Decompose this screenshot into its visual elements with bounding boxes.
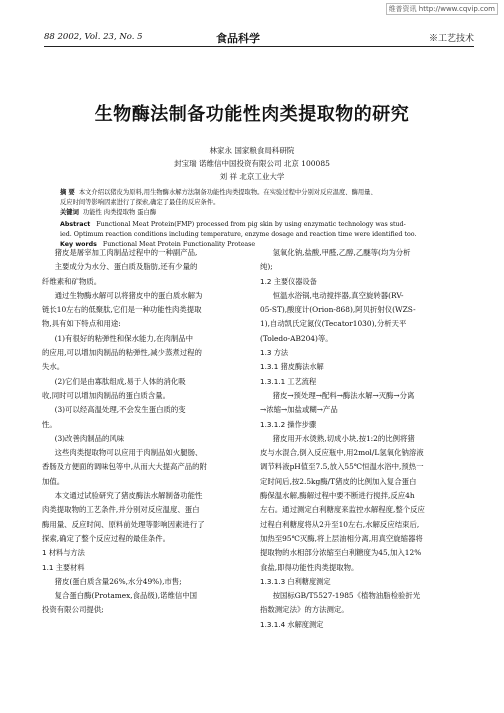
body-line: 猪皮是屠宰加工肉制品过程中的一种副产品, bbox=[54, 248, 198, 257]
body-line: 通过生物酶水解可以将猪皮中的蛋白质水解为 bbox=[54, 290, 203, 300]
body-line: 主要成分为水分、蛋白质及脂肪,还有少量的 bbox=[54, 262, 198, 272]
section-heading: 1.3.1.3 白利糖度测定 bbox=[260, 576, 331, 586]
body-line: 酶保温水解,酶解过程中要不断进行搅拌,反应4h bbox=[260, 491, 415, 501]
body-line: (2)它们是由寡肽组成,易于人体的消化吸 bbox=[54, 376, 186, 386]
body-line: (3)改善肉制品的风味 bbox=[54, 433, 125, 443]
body-line: 复合蛋白酶(Protamex,食品级),诺维信中国 bbox=[54, 591, 198, 601]
body-line: →浓缩→加盐或糊→产品 bbox=[260, 405, 338, 415]
body-line: 皮与水混合,倒入反应瓶中,用2mol/L氢氧化钠溶液 bbox=[260, 448, 424, 458]
body-line: 探索,确定了整个反应过程的最佳条件。 bbox=[42, 533, 170, 543]
author-line-1: 林家永 国家粮食局科研院 bbox=[209, 146, 295, 155]
body-line: 食盐,即得功能性肉类提取物。 bbox=[260, 562, 359, 572]
body-line: 纯); bbox=[260, 262, 273, 272]
keywords-en: Functional Meat Protein Functionality Protease bbox=[102, 241, 256, 248]
body-line: 酶用量、反应时间、原料前处理等影响因素进行了 bbox=[42, 519, 205, 529]
body-line: 的应用,可以增加肉制品的粘弹性,减少蒸煮过程的 bbox=[42, 348, 202, 358]
body-column-right bbox=[260, 246, 472, 632]
section-heading: 1.2 主要仪器设备 bbox=[260, 276, 317, 286]
body-line: 投资有限公司提供; bbox=[42, 605, 104, 615]
abstract-cn-label: 摘 要 bbox=[60, 189, 75, 196]
journal-issue: 88 2002, Vol. 23, No. 5 bbox=[44, 32, 143, 42]
section-heading: 1 材料与方法 bbox=[42, 548, 85, 558]
body-line: 加热至95℃灭酶,将上层油相分离,用真空旋缩器将 bbox=[260, 533, 423, 543]
keywords-cn: 功能性 肉类提取物 蛋白酶 bbox=[82, 209, 157, 216]
running-header bbox=[44, 30, 474, 47]
body-line: 性。 bbox=[42, 419, 57, 429]
body-line: 加值。 bbox=[42, 476, 65, 486]
keywords-cn-label: 关键词 bbox=[60, 209, 79, 216]
body-line: 指数测定法》的方法测定。 bbox=[260, 605, 349, 615]
keywords-en-label: Key words bbox=[60, 241, 97, 248]
body-line: 定时间后,按2.5kg酶/T猪皮的比例加入复合蛋白 bbox=[260, 476, 417, 486]
journal-name: 食品科学 bbox=[216, 32, 260, 45]
abstract-cn-line-2: 反应时间等影响因素进行了探索,确定了最佳的反应条件。 bbox=[60, 199, 220, 206]
abstract-en-line-2: ied. Optimum reaction conditions including temperature, enzyme dosage and reaction time were identified too. bbox=[60, 231, 417, 238]
author-line-3: 刘 祥 北京工业大学 bbox=[219, 172, 285, 181]
body-line: (3)可以经高温处理,不会发生蛋白质的变 bbox=[54, 405, 186, 415]
watermark: 维普资讯 http://www.cqvip.com bbox=[386, 3, 498, 15]
abstract-cn bbox=[60, 188, 460, 218]
body-line: 左右。通过测定白利糖度来监控水解程度,整个反应 bbox=[260, 505, 425, 515]
abstract-en-label: Abstract bbox=[60, 221, 91, 228]
body-line: 收,同时可以增加肉制品的蛋白质含量。 bbox=[42, 390, 170, 400]
paper-title: 生物酶法制备功能性肉类提取物的研究 bbox=[94, 104, 410, 125]
section-heading: 1.3.1 猪皮酶法水解 bbox=[260, 362, 324, 372]
body-line: 猪皮(蛋白质含量26%,水分49%),市售; bbox=[54, 576, 182, 586]
section-heading: 1.3.1.1 工艺流程 bbox=[260, 376, 317, 386]
body-line: 按国标GB/T5527-1985《植物油脂检验折光 bbox=[272, 591, 421, 601]
body-line: 猪皮用开水烫熟,切成小块,按1:2的比例将猪 bbox=[272, 433, 415, 443]
body-line: 物,具有如下特点和用途: bbox=[42, 319, 121, 329]
body-line: 05-ST),酸度计(Orion-868),阿贝折射仪(WZS- bbox=[260, 305, 416, 315]
body-line: (Toledo-AB204)等。 bbox=[260, 333, 333, 343]
abstract-en-line-1: Functional Meat Protein(FMP) processed from pig skin by using enzymatic technology was stud- bbox=[96, 221, 406, 228]
body-line: 香肠及方便面的调味包等中,从而大大提高产品的附 bbox=[42, 462, 207, 472]
body-line: 纤维素和矿物质。 bbox=[42, 276, 102, 286]
body-line: 链长10左右的低聚肽,它们是一种功能性肉类提取 bbox=[42, 305, 202, 315]
abstract-cn-line-1: 本文介绍以猪皮为原料,用生物酶水解方法制备功能性肉类提取物。在实验过程中分别对反应温度、酶用量、 bbox=[78, 189, 377, 196]
body-line: 提取物的水相部分浓缩至白利糖度为45,加入12% bbox=[260, 548, 422, 558]
author-line-2: 封宝瑞 诺维信中国投资有限公司 北京 100085 bbox=[174, 159, 330, 168]
body-column-left bbox=[42, 246, 250, 618]
section-heading: 1.1 主要材料 bbox=[42, 562, 85, 572]
body-line: (1)有很好的粘弹性和保水能力,在肉制品中 bbox=[54, 333, 194, 343]
body-line: 氢氧化钠,盐酸,甲醛,乙醇,乙醚等(均为分析 bbox=[272, 248, 411, 257]
body-line: 恒温水浴锅,电动搅拌器,真空旋转器(RV- bbox=[272, 290, 404, 300]
body-line: 调节料液pH值至7.5,放入55℃恒温水浴中,预热一 bbox=[260, 462, 424, 472]
body-line: 本文通过试验研究了猪皮酶法水解制备功能性 bbox=[54, 491, 203, 501]
section-heading: 1.3.1.2 操作步骤 bbox=[260, 419, 317, 429]
section-heading: 1.3 方法 bbox=[260, 348, 289, 358]
body-line: 肉类提取物的工艺条件,并分别对反应温度、蛋白 bbox=[42, 505, 200, 515]
section-heading: 1.3.1.4 水解度测定 bbox=[260, 619, 324, 629]
body-line: 失水。 bbox=[42, 362, 65, 372]
body-line: 过程白利糖度将从2升至10左右,水解反应结束后, bbox=[260, 519, 420, 529]
section-label: ※工艺技术 bbox=[428, 34, 474, 44]
body-line: 这些肉类提取物可以应用于肉制品如火腿肠、 bbox=[54, 448, 203, 458]
body-line: 猪皮→预处理→配料→酶法水解→灭酶→分离 bbox=[272, 390, 415, 400]
body-line: 1),自动凯氏定氮仪(Tecator1030),分析天平 bbox=[260, 319, 407, 329]
